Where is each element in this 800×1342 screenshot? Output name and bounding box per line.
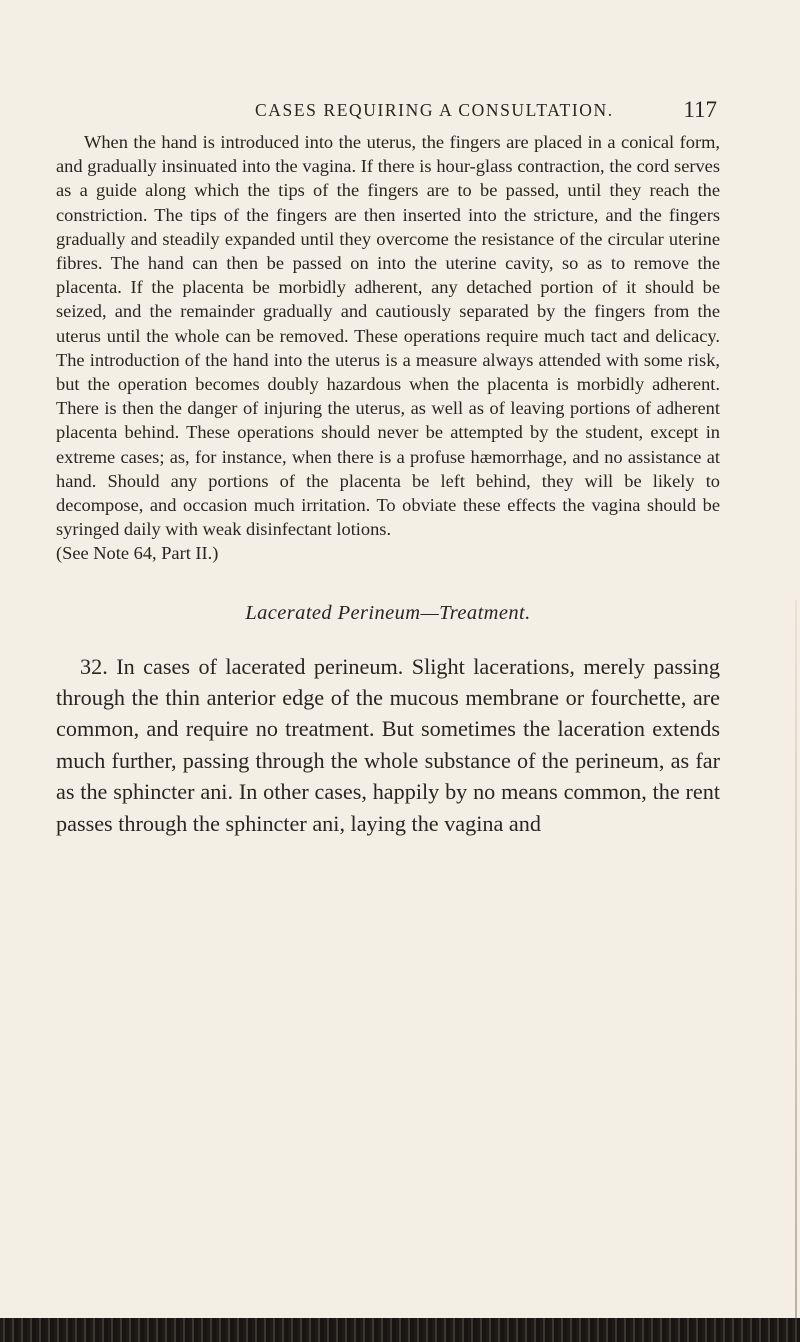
scan-bottom-edge: [0, 1318, 800, 1342]
paragraph-text: When the hand is introduced into the uterus, the fingers are placed in a conical form, and gradually insinuated into the vagina. If there is hour-glass contraction, the cord serves as a guide along which the tips of the fingers are to be passed, until they reach the constriction. The tips of the fingers are then inserted into the stricture, and the fingers gradually and steadily expanded until they overcome the resistance of the circular uterine fibres. The hand can then be passed on into the uterine cavity, so as to remove the placenta. If the placenta be morbidly adherent, any detached portion of it should be seized, and the remainder gradually and cautiously separated by the fingers from the uterus until the whole can be removed. These operations require much tact and delicacy. The introduction of the hand into the uterus is a measure always attended with some risk, but the operation becomes doubly hazardous when the placenta is morbidly adherent. There is then the danger of injuring the uterus, as well as of leaving portions of adherent placenta behind. These operations should never be attempted by the student, except in extreme cases; as, for instance, when there is a profuse hæmorrhage, and no assistance at hand. Should any portions of the placenta be left behind, they will be likely to decompose, and occasion much irritation. To obviate these effects the vagina should be syringed daily with weak disinfectant lotions.: [56, 132, 720, 540]
page-header: [255, 97, 717, 130]
running-head: CASES REQUIRING A CONSULTATION.: [255, 100, 614, 120]
page-number: 117: [683, 97, 717, 122]
paragraph-placenta-removal: [56, 130, 720, 566]
page-edge-shadow: [795, 600, 797, 1320]
paragraph-lacerated-perineum: 32. In cases of lacerated perineum. Slight lacerations, merely passing through the thin anterior edge of the mucous membrane or fourchette, are common, and require no treatment. But sometimes the laceration extends much further, passing through the whole substance of the perineum, as far as the sphincter ani. In other cases, happily by no means common, the rent passes through the sphincter ani, laying the vagina and: [56, 653, 720, 836]
note-reference: (See Note 64, Part II.): [56, 543, 219, 564]
body-text: [56, 130, 720, 839]
section-heading: Lacerated Perineum—Treatment.: [245, 601, 531, 624]
